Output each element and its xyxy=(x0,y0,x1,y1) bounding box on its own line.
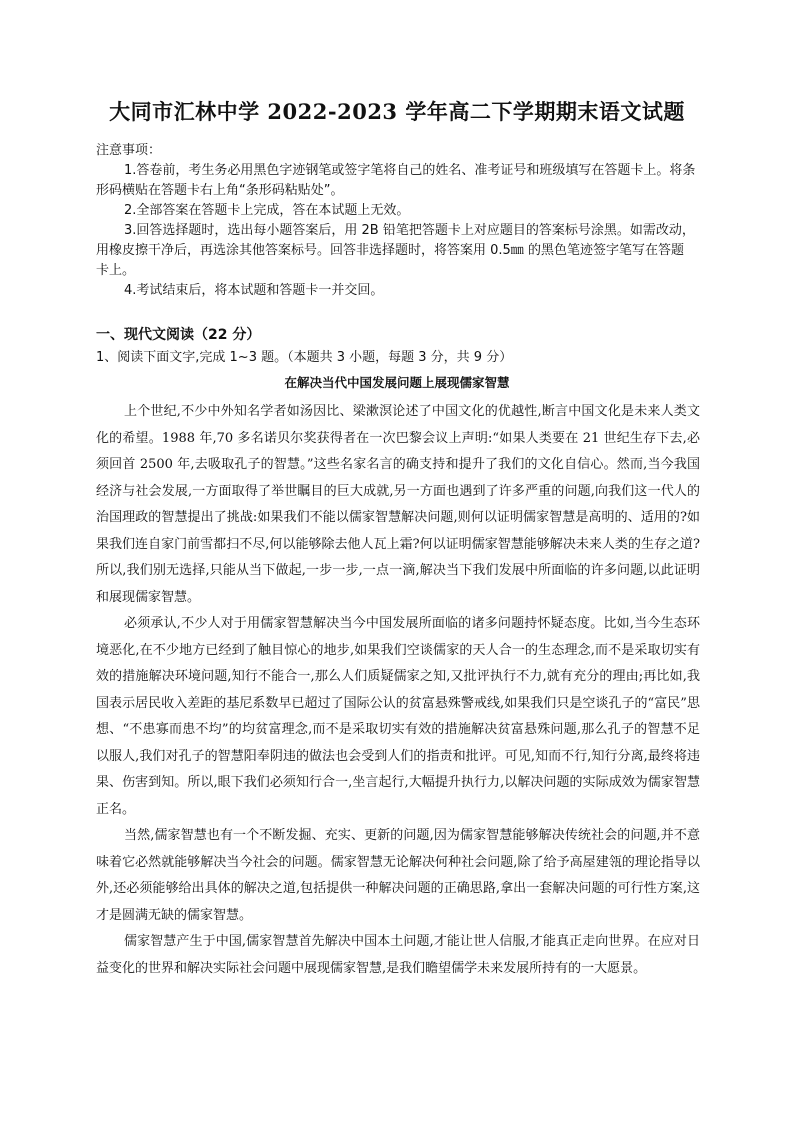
exam-title: 大同市汇林中学 2022-2023 学年高二下学期期末语文试题 xyxy=(109,99,685,124)
notes-item: 3.回答选择题时，选出每小题答案后，用 2B 铅笔把答题卡上对应题目的答案标号涂黑。如需改动，用橡皮擦干净后，再选涂其他答案标号。回答非选择题时，将答案用 0.5㎜ 的黑色笔迹签字笔写在答题卡上。 xyxy=(96,223,695,278)
notes-heading: 注意事项： xyxy=(96,143,162,158)
notes-item: 1.答卷前，考生务必用黑色字迹钢笔或签字笔将自己的姓名、准考证号和班级填写在答题卡上。将条形码横贴在答题卡右上角“条形码粘贴处”。 xyxy=(96,163,696,198)
article-paragraph: 当然,儒家智慧也有一个不断发掘、充实、更新的问题,因为儒家智慧能够解决传统社会的问题,并不意味着它必然就能够解决当今社会的问题。儒家智慧无论解决何种社会问题,除了给予高屋建瓴的理论指导以外,还必须能够给出具体的解决之道,包括提供一种解决问题的正确思路,拿出一套解决问题的可行性方案,这才是圆满无缺的儒家智慧。 xyxy=(96,828,700,923)
article-title: 在解决当代中国发展问题上展现儒家智慧 xyxy=(284,375,510,390)
question-instruction: 1、阅读下面文字,完成 1~3 题。（本题共 3 小题，每题 3 分，共 9 分） xyxy=(96,350,513,365)
exam-notes xyxy=(96,141,696,301)
article-paragraph: 上个世纪,不少中外知名学者如汤因比、梁漱溟论述了中国文化的优越性,断言中国文化是未来人类文化的希望。1988 年,70 多名诺贝尔奖获得者在一次巴黎会议上声明:“如果人类要在 21 世纪生存下去,必须回首 2500 年,去吸取孔子的智慧。”这些名家名言的确支持和提升了我们的文化自信心。然而,当今我国经济与社会发展,一方面取得了举世瞩目的巨大成就,另一方面也遇到了许多严重的问题,向我们这一代人的治国理政的智慧提出了挑战:如果我们不能以儒家智慧解决问题,则何以证明儒家智慧是高明的、适用的?如果我们连自家门前雪都扫不尽,何以能够除去他人瓦上霜?何以证明儒家智慧能够解决未来人类的生存之道?所以,我们别无选择,只能从当下做起,一步一步,一点一滴,解决当下我们发展中所面临的许多问题,以此证明和展现儒家智慧。 xyxy=(96,404,700,605)
notes-item: 2.全部答案在答题卡上完成，答在本试题上无效。 xyxy=(124,203,410,218)
notes-item: 4.考试结束后，将本试题和答题卡一并交回。 xyxy=(124,283,384,298)
article-paragraph: 儒家智慧产生于中国,儒家智慧首先解决中国本土问题,才能让世人信服,才能真正走向世界。在应对日益变化的世界和解决实际社会问题中展现儒家智慧,是我们瞻望儒学未来发展所持有的一大愿景。 xyxy=(96,934,700,976)
section-heading: 一、现代文阅读（22 分） xyxy=(96,327,261,343)
article-paragraph: 必须承认,不少人对于用儒家智慧解决当今中国发展所面临的诸多问题持怀疑态度。比如,当今生态环境恶化,在不少地方已经到了触目惊心的地步,如果我们空谈儒家的天人合一的生态理念,而不是采取切实有效的措施解决环境问题,知行不能合一,那么人们质疑儒家之知,又批评执行不力,就有充分的理由;再比如,我国表示居民收入差距的基尼系数早已超过了国际公认的贫富悬殊警戒线,如果我们只是空谈孔子的“富民”思想、“不患寡而患不均”的均贫富理念,而不是采取切实有效的措施解决贫富悬殊问题,那么孔子的智慧不足以服人,我们对孔子的智慧阳奉阴违的做法也会受到人们的指责和批评。可见,知而不行,知行分离,最终将违果、伤害到知。所以,眼下我们必须知行合一,坐言起行,大幅提升执行力,以解决问题的实际成效为儒家智慧正名。 xyxy=(96,616,700,817)
article-body xyxy=(96,399,700,982)
